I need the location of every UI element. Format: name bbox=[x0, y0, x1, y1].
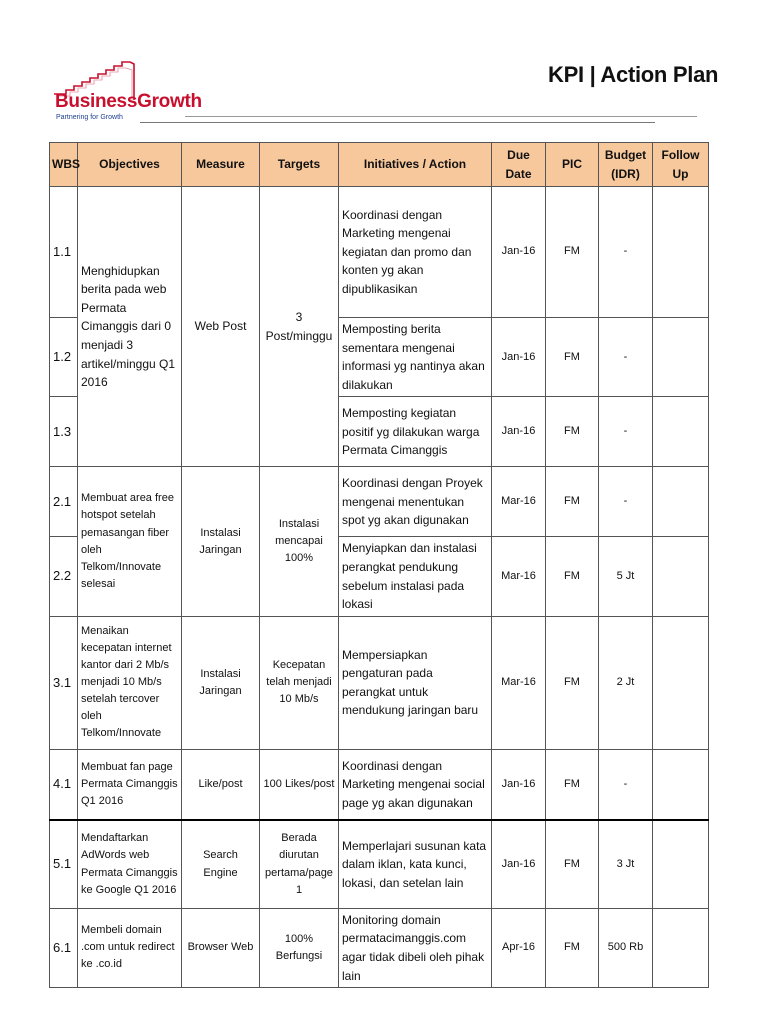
budget-cell: 3 Jt bbox=[599, 820, 653, 908]
logo-tagline: Partnering for Growth bbox=[56, 114, 123, 121]
measure-cell: Browser Web bbox=[182, 908, 260, 987]
target-cell: 100% Berfungsi bbox=[260, 908, 339, 987]
budget-cell: - bbox=[599, 467, 653, 537]
action-cell: Monitoring domain permatacimanggis.com agar tidak dibeli oleh pihak lain bbox=[339, 908, 492, 987]
table-row bbox=[50, 820, 709, 908]
target-cell: Kecepatan telah menjadi 10 Mb/s bbox=[260, 616, 339, 749]
col-header-objectives: Objectives bbox=[78, 143, 182, 187]
objective-cell: Menaikan kecepatan internet kantor dari 2 Mb/s menjadi 10 Mb/s setelah tercover oleh Telkom/Innovate bbox=[78, 616, 182, 749]
budget-cell: - bbox=[599, 187, 653, 318]
col-header-budget: Budget (IDR) bbox=[599, 143, 653, 187]
col-header-initiatives: Initiatives / Action bbox=[339, 143, 492, 187]
pic-cell: FM bbox=[546, 537, 599, 616]
measure-cell: Instalasi Jaringan bbox=[182, 616, 260, 749]
action-cell: Memposting kegiatan positif yg dilakukan warga Permata Cimanggis bbox=[339, 397, 492, 467]
follow-up-cell bbox=[653, 187, 709, 318]
logo-wordmark bbox=[55, 91, 202, 113]
target-cell: 100 Likes/post bbox=[260, 749, 339, 820]
measure-cell: Search Engine bbox=[182, 820, 260, 908]
action-cell: Menyiapkan dan instalasi perangkat pendukung sebelum instalasi pada lokasi bbox=[339, 537, 492, 616]
wbs-cell: 2.1 bbox=[50, 467, 78, 537]
kpi-action-plan-table bbox=[49, 142, 709, 988]
page-title: KPI | Action Plan bbox=[548, 62, 719, 87]
action-cell: Memperlajari susunan kata dalam iklan, kata kunci, lokasi, dan setelan lain bbox=[339, 820, 492, 908]
col-header-targets: Targets bbox=[260, 143, 339, 187]
pic-cell: FM bbox=[546, 820, 599, 908]
due-date-cell: Jan-16 bbox=[492, 397, 546, 467]
target-cell: 3 Post/minggu bbox=[260, 187, 339, 467]
follow-up-cell bbox=[653, 616, 709, 749]
due-date-cell: Jan-16 bbox=[492, 749, 546, 820]
budget-cell: 5 Jt bbox=[599, 537, 653, 616]
follow-up-cell bbox=[653, 537, 709, 616]
col-header-pic: PIC bbox=[546, 143, 599, 187]
table-row bbox=[50, 616, 709, 749]
action-cell: Memposting berita sementara mengenai informasi yg nantinya akan dilakukan bbox=[339, 318, 492, 397]
wbs-cell: 1.3 bbox=[50, 397, 78, 467]
objective-cell: Mendaftarkan AdWords web Permata Cimanggis ke Google Q1 2016 bbox=[78, 820, 182, 908]
due-date-cell: Mar-16 bbox=[492, 616, 546, 749]
due-date-cell: Mar-16 bbox=[492, 537, 546, 616]
table-header-row bbox=[50, 143, 709, 187]
logo-word-growth: Growth bbox=[137, 91, 202, 112]
wbs-cell: 1.1 bbox=[50, 187, 78, 318]
budget-cell: 500 Rb bbox=[599, 908, 653, 987]
wbs-cell: 6.1 bbox=[50, 908, 78, 987]
pic-cell: FM bbox=[546, 397, 599, 467]
objective-cell: Membuat fan page Permata Cimanggis Q1 2016 bbox=[78, 749, 182, 820]
action-cell: Koordinasi dengan Marketing mengenai kegiatan dan promo dan konten yg akan dipublikasikan bbox=[339, 187, 492, 318]
wbs-cell: 3.1 bbox=[50, 616, 78, 749]
follow-up-cell bbox=[653, 908, 709, 987]
action-cell: Koordinasi dengan Marketing mengenai social page yg akan digunakan bbox=[339, 749, 492, 820]
target-cell: Berada diurutan pertama/page 1 bbox=[260, 820, 339, 908]
col-header-follow-up: Follow Up bbox=[653, 143, 709, 187]
pic-cell: FM bbox=[546, 616, 599, 749]
table-row bbox=[50, 467, 709, 537]
due-date-cell: Mar-16 bbox=[492, 467, 546, 537]
pic-cell: FM bbox=[546, 187, 599, 318]
follow-up-cell bbox=[653, 749, 709, 820]
due-date-cell: Jan-16 bbox=[492, 187, 546, 318]
objective-cell: Membuat area free hotspot setelah pemasangan fiber oleh Telkom/Innovate selesai bbox=[78, 467, 182, 616]
due-date-cell: Apr-16 bbox=[492, 908, 546, 987]
header-divider-bottom bbox=[140, 122, 655, 123]
due-date-cell: Jan-16 bbox=[492, 318, 546, 397]
logo-word-business: Business bbox=[55, 91, 138, 112]
measure-cell: Like/post bbox=[182, 749, 260, 820]
measure-cell: Web Post bbox=[182, 187, 260, 467]
due-date-cell: Jan-16 bbox=[492, 820, 546, 908]
follow-up-cell bbox=[653, 467, 709, 537]
wbs-cell: 2.2 bbox=[50, 537, 78, 616]
pic-cell: FM bbox=[546, 318, 599, 397]
follow-up-cell bbox=[653, 318, 709, 397]
wbs-cell: 5.1 bbox=[50, 820, 78, 908]
action-cell: Koordinasi dengan Proyek mengenai menentukan spot yg akan digunakan bbox=[339, 467, 492, 537]
budget-cell: - bbox=[599, 749, 653, 820]
table-row bbox=[50, 908, 709, 987]
pic-cell: FM bbox=[546, 467, 599, 537]
wbs-cell: 1.2 bbox=[50, 318, 78, 397]
objective-cell: Menghidupkan berita pada web Permata Cimanggis dari 0 menjadi 3 artikel/minggu Q1 2016 bbox=[78, 187, 182, 467]
col-header-measure: Measure bbox=[182, 143, 260, 187]
col-header-due-date: Due Date bbox=[492, 143, 546, 187]
action-cell: Mempersiapkan pengaturan pada perangkat untuk mendukung jaringan baru bbox=[339, 616, 492, 749]
header-divider-top bbox=[185, 116, 697, 117]
budget-cell: - bbox=[599, 397, 653, 467]
budget-cell: 2 Jt bbox=[599, 616, 653, 749]
wbs-cell: 4.1 bbox=[50, 749, 78, 820]
follow-up-cell bbox=[653, 397, 709, 467]
objective-cell: Membeli domain .com untuk redirect ke .co.id bbox=[78, 908, 182, 987]
pic-cell: FM bbox=[546, 908, 599, 987]
measure-cell: Instalasi Jaringan bbox=[182, 467, 260, 616]
pic-cell: FM bbox=[546, 749, 599, 820]
budget-cell: - bbox=[599, 318, 653, 397]
table-row bbox=[50, 749, 709, 820]
table-row bbox=[50, 187, 709, 318]
follow-up-cell bbox=[653, 820, 709, 908]
target-cell: Instalasi mencapai 100% bbox=[260, 467, 339, 616]
col-header-wbs: WBS bbox=[50, 143, 78, 187]
